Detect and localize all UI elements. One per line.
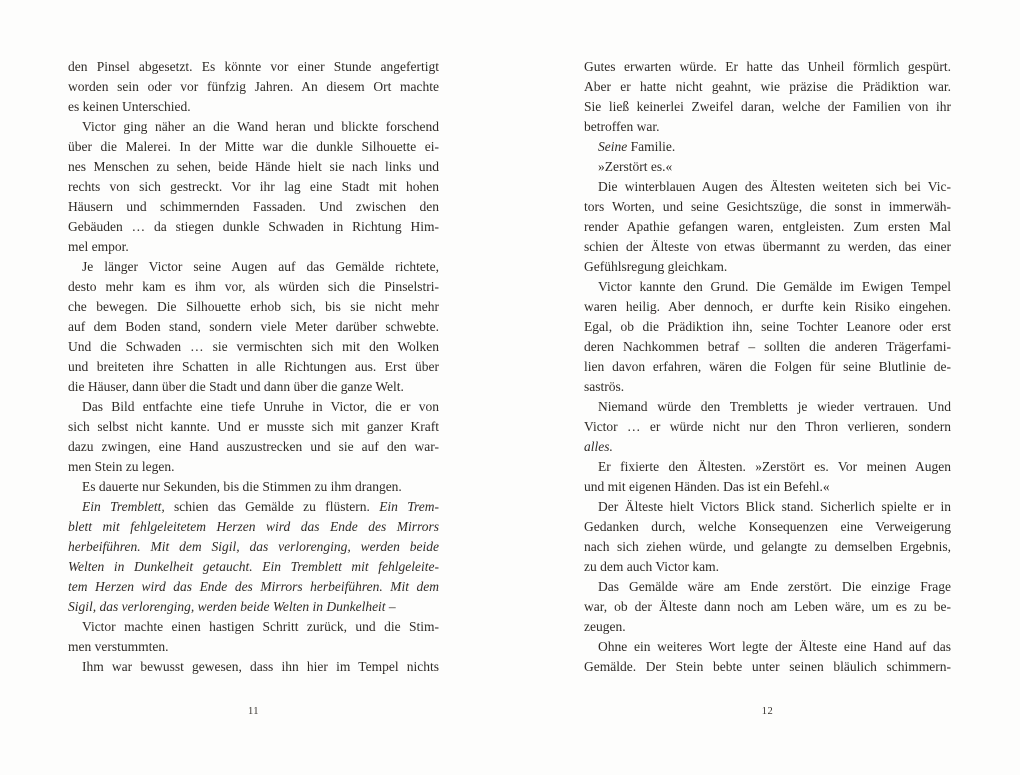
text-run-italic: blett mit fehlgeleitetem Herzen wird das Ende des Mirrors [68, 519, 439, 534]
text-run: war, ob der Älteste dann noch am Leben wäre, um es zu be- [584, 599, 951, 614]
text-run: Die winterblauen Augen des Ältesten weiteten sich bei Vic- [598, 179, 951, 194]
text-run: Es dauerte nur Sekunden, bis die Stimmen zu ihm drangen. [82, 479, 402, 494]
text-run: schien das Gemälde zu flüstern. [164, 499, 380, 514]
text-run: che bewegen. Die Silhouette erhob sich, bis sie nicht mehr [68, 299, 439, 314]
text-run: men Stein zu legen. [68, 459, 175, 474]
text-run: Je länger Victor seine Augen auf das Gemälde richtete, [82, 259, 439, 274]
text-run: Das Bild entfachte eine tiefe Unruhe in Victor, die er von [82, 399, 439, 414]
page-text-left [68, 57, 439, 677]
text-run: Gemälde. Der Stein bebte unter seinen bläulich schimmern- [584, 659, 951, 674]
text-run: zeugen. [584, 619, 626, 634]
text-line [68, 217, 439, 237]
text-line [584, 157, 951, 177]
book-page-right [584, 0, 951, 775]
page-number-left: 11 [247, 706, 260, 717]
text-line [68, 557, 439, 577]
text-line [68, 77, 439, 97]
text-run: Gutes erwarten würde. Er hatte das Unheil förmlich gespürt. [584, 59, 951, 74]
text-run: Er fixierte den Ältesten. »Zerstört es. Vor meinen Augen [598, 459, 951, 474]
text-line [68, 257, 439, 277]
text-line [68, 317, 439, 337]
text-line [68, 137, 439, 157]
text-line [68, 297, 439, 317]
text-line [68, 337, 439, 357]
text-run: worden sein oder vor fünfzig Jahren. An diesem Ort machte [68, 79, 439, 94]
text-run: lien davon erfahren, wären die Folgen für seine Blutlinie de- [584, 359, 951, 374]
text-line [584, 137, 951, 157]
text-run: schien der Älteste von etwas übermannt zu werden, das einer [584, 239, 951, 254]
text-line [68, 437, 439, 457]
text-run-italic: herbeiführen. Mit dem Sigil, das verlorenging, werden beide [68, 539, 439, 554]
text-run: nes Menschen zu sehen, beide Hände hielt sie nach links und [68, 159, 439, 174]
text-run: saströs. [584, 379, 625, 394]
text-line [584, 437, 951, 457]
text-run: Victor machte einen hastigen Schritt zurück, und die Stim- [82, 619, 439, 634]
text-run: sich selbst nicht kannte. Und er musste sich mit ganzer Kraft [68, 419, 439, 434]
text-line [584, 197, 951, 217]
text-run: render Apathie gefangen waren, entgleisten. Zum ersten Mal [584, 219, 951, 234]
text-line [68, 157, 439, 177]
text-run: und mit eigenen Händen. Das ist ein Befehl.« [584, 479, 830, 494]
text-line [584, 417, 951, 437]
text-line [68, 177, 439, 197]
text-line [68, 497, 439, 517]
text-run: Gedanken durch, welche Konsequenzen eine Verweigerung [584, 519, 951, 534]
text-run: desto mehr kam es ihm vor, als würden sich die Pinselstri- [68, 279, 439, 294]
text-line [68, 357, 439, 377]
text-run-italic: tem Herzen wird das Ende des Mirrors herbeiführen. Mit dem [68, 579, 439, 594]
text-run: die Häuser, dann über die Stadt und dann über die ganze Welt. [68, 379, 404, 394]
text-run-italic: Seine [598, 139, 628, 154]
text-line [68, 537, 439, 557]
text-line [584, 477, 951, 497]
text-line [584, 657, 951, 677]
text-run: Das Gemälde wäre am Ende zerstört. Die einzige Frage [598, 579, 951, 594]
text-line [584, 557, 951, 577]
text-line [584, 517, 951, 537]
text-line [68, 57, 439, 77]
text-line [584, 637, 951, 657]
text-run: nach sich ziehen würde, und gelangte zu demselben Ergebnis, [584, 539, 951, 554]
text-line [584, 537, 951, 557]
text-line [68, 617, 439, 637]
text-run-italic: Sigil, das verlorenging, werden beide Welten in Dunkelheit – [68, 599, 396, 614]
text-line [68, 117, 439, 137]
text-run: auf dem Boden stand, sondern viele Meter darüber schwebte. [68, 319, 439, 334]
text-line [584, 177, 951, 197]
text-line [584, 217, 951, 237]
text-line [68, 597, 439, 617]
text-line [68, 517, 439, 537]
text-line [584, 317, 951, 337]
text-run: Ihm war bewusst gewesen, dass ihn hier im Tempel nichts [82, 659, 439, 674]
text-line [68, 457, 439, 477]
text-line [68, 397, 439, 417]
text-run: über die Malerei. In der Mitte war die dunkle Silhouette ei- [68, 139, 439, 154]
text-run: »Zerstört es.« [598, 159, 673, 174]
text-line [68, 377, 439, 397]
text-line [584, 277, 951, 297]
text-run: Victor ging näher an die Wand heran und blickte forschend [82, 119, 439, 134]
text-line [584, 617, 951, 637]
text-line [584, 117, 951, 137]
text-line [584, 57, 951, 77]
text-line [584, 337, 951, 357]
text-run: Victor kannte den Grund. Die Gemälde im Ewigen Tempel [598, 279, 951, 294]
text-run: Aber er hatte nicht geahnt, wie präzise die Prädiktion war. [584, 79, 951, 94]
text-run: den Pinsel abgesetzt. Es könnte vor einer Stunde angefertigt [68, 59, 439, 74]
text-line [584, 297, 951, 317]
text-run: es keinen Unterschied. [68, 99, 191, 114]
text-run: men verstummten. [68, 639, 169, 654]
text-run: Niemand würde den Trembletts je wieder vertrauen. Und [598, 399, 951, 414]
text-run: betroffen war. [584, 119, 660, 134]
text-run: Sie ließ keinerlei Zweifel daran, welche der Familien von ihr [584, 99, 951, 114]
text-run: Ohne ein weiteres Wort legte der Älteste eine Hand auf das [598, 639, 951, 654]
text-line [584, 97, 951, 117]
text-run: Der Älteste hielt Victors Blick stand. Sicherlich spielte er in [598, 499, 951, 514]
text-line [584, 597, 951, 617]
text-run: Victor … er würde nicht nur den Thron verlieren, sondern [584, 419, 951, 434]
text-run: zu dem auch Victor kam. [584, 559, 720, 574]
text-run: Familie. [627, 139, 676, 154]
text-run: Gefühlsregung gleichkam. [584, 259, 728, 274]
text-line [68, 277, 439, 297]
page-text-right [584, 57, 951, 677]
text-line [68, 477, 439, 497]
text-line [68, 237, 439, 257]
text-run: und breiteten ihre Schatten in alle Richtungen aus. Erst über [68, 359, 439, 374]
page-number-right: 12 [761, 706, 774, 717]
text-line [68, 417, 439, 437]
text-line [584, 357, 951, 377]
text-line [68, 637, 439, 657]
text-line [68, 197, 439, 217]
text-run: tors Worten, und seine Gesichtszüge, die sonst in immerwäh- [584, 199, 951, 214]
text-line [584, 397, 951, 417]
text-run: Und die Schwaden … sie vermischten sich mit den Wolken [68, 339, 439, 354]
text-line [584, 457, 951, 477]
text-run-italic: alles. [584, 439, 613, 454]
text-line [584, 497, 951, 517]
text-run-italic: Ein Trem- [379, 499, 439, 514]
text-line [68, 657, 439, 677]
text-run: mel empor. [68, 239, 129, 254]
text-line [584, 577, 951, 597]
text-run-italic: Ein Tremblett, [82, 499, 165, 514]
text-run: deren Nachkommen betraf – sollten die anderen Trägerfami- [584, 339, 951, 354]
text-run: Häusern und schimmernden Fassaden. Und zwischen den [68, 199, 439, 214]
text-line [584, 77, 951, 97]
text-run: rechts von sich gestreckt. Vor ihr lag eine Stadt mit hohen [68, 179, 439, 194]
text-run: dazu zwingen, eine Hand auszustrecken und sie auf den war- [68, 439, 439, 454]
book-page-left [68, 0, 439, 775]
text-line [584, 237, 951, 257]
text-run: Egal, ob die Prädiktion ihn, seine Tochter Leanore oder erst [584, 319, 951, 334]
text-line [68, 577, 439, 597]
text-run: Gebäuden … da stiegen dunkle Schwaden in Richtung Him- [68, 219, 439, 234]
text-run-italic: Welten in Dunkelheit getaucht. Ein Tremblett mit fehlgeleite- [68, 559, 439, 574]
text-line [68, 97, 439, 117]
text-run: waren heilig. Aber dennoch, er durfte kein Risiko eingehen. [584, 299, 951, 314]
text-line [584, 257, 951, 277]
text-line [584, 377, 951, 397]
